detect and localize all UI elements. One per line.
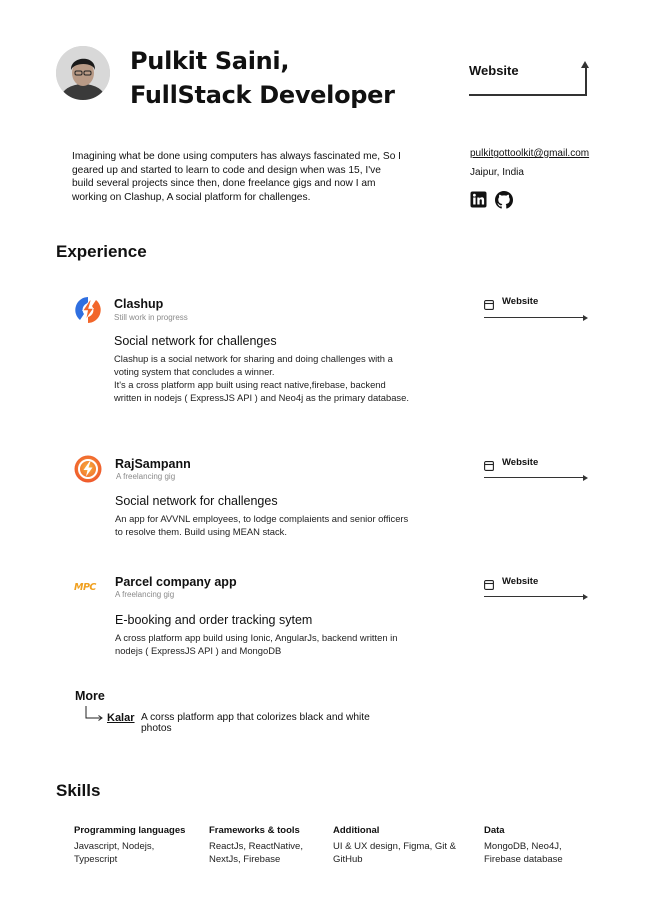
experience-description: A cross platform app build using Ionic, AngularJs, backend written in nodejs ( ExpressJS API ) and MongoDB bbox=[115, 632, 398, 656]
arrow-right-icon bbox=[583, 594, 588, 600]
linkedin-icon[interactable] bbox=[470, 191, 487, 208]
section-title-skills: Skills bbox=[56, 781, 101, 800]
experience-heading: Social network for challenges bbox=[115, 494, 278, 508]
section-title-experience: Experience bbox=[56, 242, 147, 261]
intro-text: Imagining what be done using computers has always fascinated me, So I geared up and started to learn to code and design when was 15, I've build several projects since then, done freelance gigs and now I am working on Clashup, A social platform for challenges. bbox=[72, 151, 402, 203]
experience-subtitle: A freelancing gig bbox=[115, 590, 175, 599]
location-text: Jaipur, India bbox=[470, 167, 524, 178]
arrow-up-icon bbox=[581, 61, 589, 68]
email-link[interactable]: pulkitgottoolkit@gmail.com bbox=[470, 148, 590, 159]
experience-description bbox=[114, 352, 414, 404]
browser-window-icon bbox=[484, 577, 494, 587]
experience-name: Parcel company app bbox=[115, 575, 237, 589]
page-title-role: FullStack Developer bbox=[130, 81, 395, 109]
experience-heading: E-booking and order tracking sytem bbox=[115, 613, 313, 627]
experience-heading: Social network for challenges bbox=[114, 334, 277, 348]
experience-website-link[interactable]: Website bbox=[502, 296, 539, 307]
github-icon[interactable] bbox=[495, 191, 512, 208]
rajsampann-logo-icon bbox=[74, 455, 102, 483]
arrow-right-icon bbox=[583, 315, 588, 321]
website-link-underline bbox=[469, 94, 587, 96]
skill-column-heading: Data bbox=[484, 825, 505, 836]
corner-arrow-icon bbox=[84, 706, 106, 722]
experience-website-link[interactable]: Website bbox=[502, 457, 539, 468]
experience-name: RajSampann bbox=[115, 457, 191, 471]
more-project-link[interactable]: Kalar bbox=[107, 712, 135, 724]
experience-description-text: Clashup is a social network for sharing and doing challenges with a voting system that concludes a winner. It's a cross platform app built using react native,firebase, backend written in nodejs ( ExpressJS API ) and Neo4j as the primary database. bbox=[114, 353, 409, 403]
skill-column-value: UI & UX design, Figma, Git & GitHub bbox=[333, 841, 457, 865]
page-title-name: Pulkit Saini, bbox=[130, 47, 290, 75]
experience-subtitle: Still work in progress bbox=[114, 313, 188, 322]
browser-window-icon bbox=[484, 297, 494, 307]
browser-window-icon bbox=[484, 458, 494, 468]
experience-name: Clashup bbox=[114, 297, 164, 311]
skill-column-value: Javascript, Nodejs, Typescript bbox=[74, 841, 155, 865]
more-project-description: A corss platform app that colorizes black and white photos bbox=[141, 712, 370, 734]
experience-website-link[interactable]: Website bbox=[502, 576, 539, 587]
experience-description: An app for AVVNL employees, to lodge complaients and senior officers to resolve them. Build using MEAN stack. bbox=[115, 513, 409, 537]
mpc-logo bbox=[74, 577, 106, 591]
avatar bbox=[56, 46, 110, 100]
website-arrow-line bbox=[484, 317, 584, 318]
clashup-logo-icon bbox=[74, 296, 102, 324]
website-link[interactable]: Website bbox=[469, 63, 519, 78]
skill-column-heading: Additional bbox=[333, 825, 380, 836]
website-link-arrow-stem bbox=[585, 66, 587, 95]
website-arrow-line bbox=[484, 477, 584, 478]
more-title: More bbox=[75, 689, 105, 703]
skill-column-value: MongoDB, Neo4J, Firebase database bbox=[484, 841, 563, 865]
mpc-logo-text: MPC bbox=[74, 582, 96, 593]
arrow-right-icon bbox=[583, 475, 588, 481]
skill-column-value: ReactJs, ReactNative, NextJs, Firebase bbox=[209, 841, 303, 865]
skill-column-heading: Programming languages bbox=[74, 825, 186, 836]
skill-column-heading: Frameworks & tools bbox=[209, 825, 300, 836]
experience-subtitle: A freelancing gig bbox=[116, 472, 176, 481]
website-arrow-line bbox=[484, 596, 584, 597]
